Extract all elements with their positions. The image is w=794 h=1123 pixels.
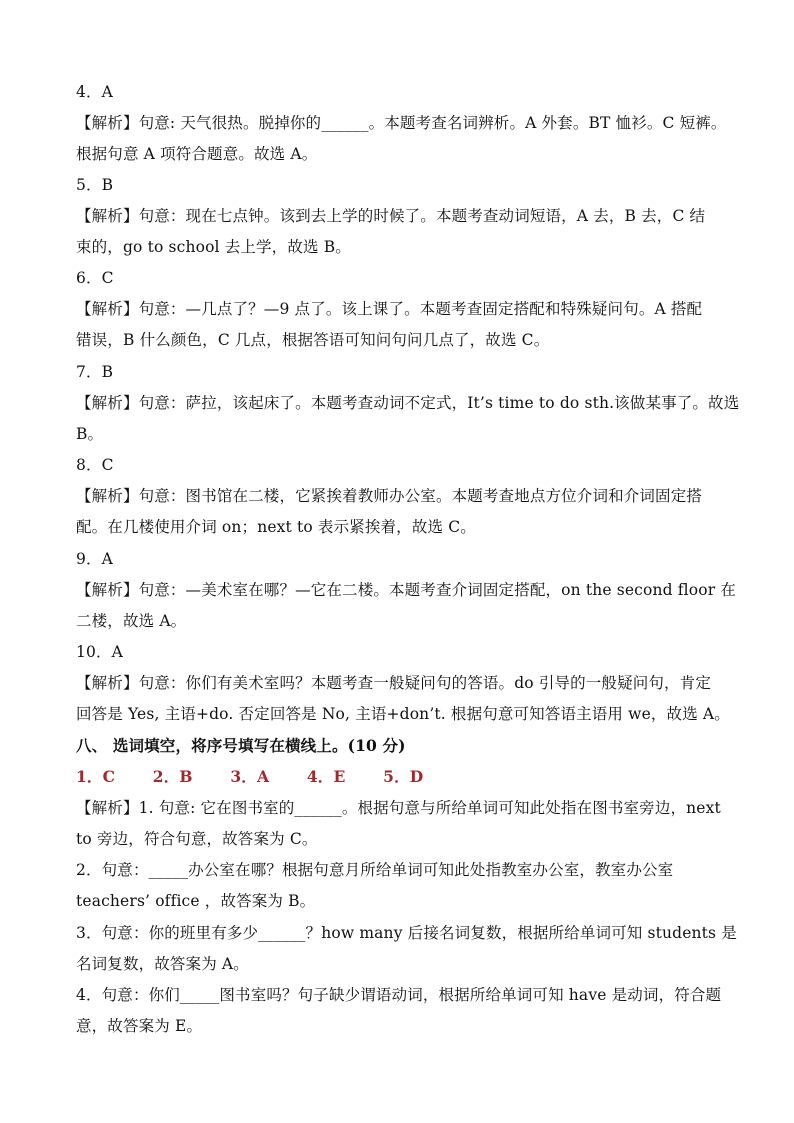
section-eight-explanation-2-line-1: 2．句意：_____办公室在哪？根据句意月所给单词可知此处指教室办公室，教室办公室 — [76, 861, 674, 879]
answer-7: 7．B — [76, 363, 114, 381]
section-eight-explanation-2-line-2: teachers’ office ，故答案为 B。 — [76, 892, 316, 910]
answer-5: 5．B — [76, 176, 114, 194]
answer-8: 8．C — [76, 456, 114, 474]
explanation-8-line-1: 【解析】句意：图书馆在二楼，它紧挨着教师办公室。本题考查地点方位介词和介词固定搭 — [76, 487, 703, 505]
explanation-8-line-2: 配。在几楼使用介词 on；next to 表示紧挨着，故选 C。 — [76, 518, 476, 536]
explanation-9-line-1: 【解析】句意：—美术室在哪？—它在二楼。本题考查介词固定搭配，on the second floor 在 — [76, 581, 737, 599]
explanation-10-line-2: 回答是 Yes, 主语+do. 否定回答是 No, 主语+don’t. 根据句意可知答语主语用 we，故选 A。 — [76, 705, 730, 723]
explanation-4-line-2: 根据句意 A 项符合题意。故选 A。 — [76, 145, 318, 163]
section-eight-explanation-3-line-2: 名词复数，故答案为 A。 — [76, 955, 249, 973]
answer-9: 9．A — [76, 550, 114, 568]
explanation-7-line-2: B。 — [76, 425, 104, 443]
section-eight-explanation-4-line-2: 意，故答案为 E。 — [76, 1017, 203, 1035]
explanation-9-line-2: 二楼，故选 A。 — [76, 612, 187, 630]
section-eight-heading: 八、 选词填空，将序号填写在横线上。(10 分) — [76, 736, 406, 755]
answer-4: 4．A — [76, 83, 114, 101]
explanation-6-line-1: 【解析】句意：—几点了？—9 点了。该上课了。本题考查固定搭配和特殊疑问句。A 搭配 — [76, 300, 703, 318]
section-eight-explanation-4-line-1: 4．句意：你们_____图书室吗？句子缺少谓语动词，根据所给单词可知 have 是动词，符合题 — [76, 986, 722, 1004]
answer-10: 10．A — [76, 643, 124, 661]
explanation-5-line-1: 【解析】句意：现在七点钟。该到去上学的时候了。本题考查动词短语，A 去，B 去，C 结 — [76, 207, 706, 225]
section-eight-explanation-3-line-1: 3．句意：你的班里有多少______？how many 后接名词复数，根据所给单词可知 students 是 — [76, 924, 737, 942]
explanation-6-line-2: 错误，B 什么颜色，C 几点，根据答语可知问句问几点了，故选 C。 — [76, 331, 550, 349]
answer-6: 6．C — [76, 269, 114, 287]
answer-key: 1．C 2．B 3．A 4．E 5．D — [76, 767, 424, 786]
explanation-7-line-1: 【解析】句意：萨拉，该起床了。本题考查动词不定式，It’s time to do sth.该做某事了。故选 — [76, 394, 740, 412]
section-eight-explanation-1-line-1: 【解析】1. 句意: 它在图书室的______。根据句意与所给单词可知此处指在图书室旁边，next — [76, 799, 721, 817]
explanation-5-line-2: 束的，go to school 去上学，故选 B。 — [76, 238, 351, 256]
explanation-10-line-1: 【解析】句意：你们有美术室吗？本题考查一般疑问句的答语。do 引导的一般疑问句，肯定 — [76, 674, 711, 692]
explanation-4-line-1: 【解析】句意: 天气很热。脱掉你的______。本题考查名词辨析。A 外套。BT 恤衫。C 短裤。 — [76, 114, 727, 132]
section-eight-explanation-1-line-2: to 旁边，符合句意，故答案为 C。 — [76, 830, 318, 848]
